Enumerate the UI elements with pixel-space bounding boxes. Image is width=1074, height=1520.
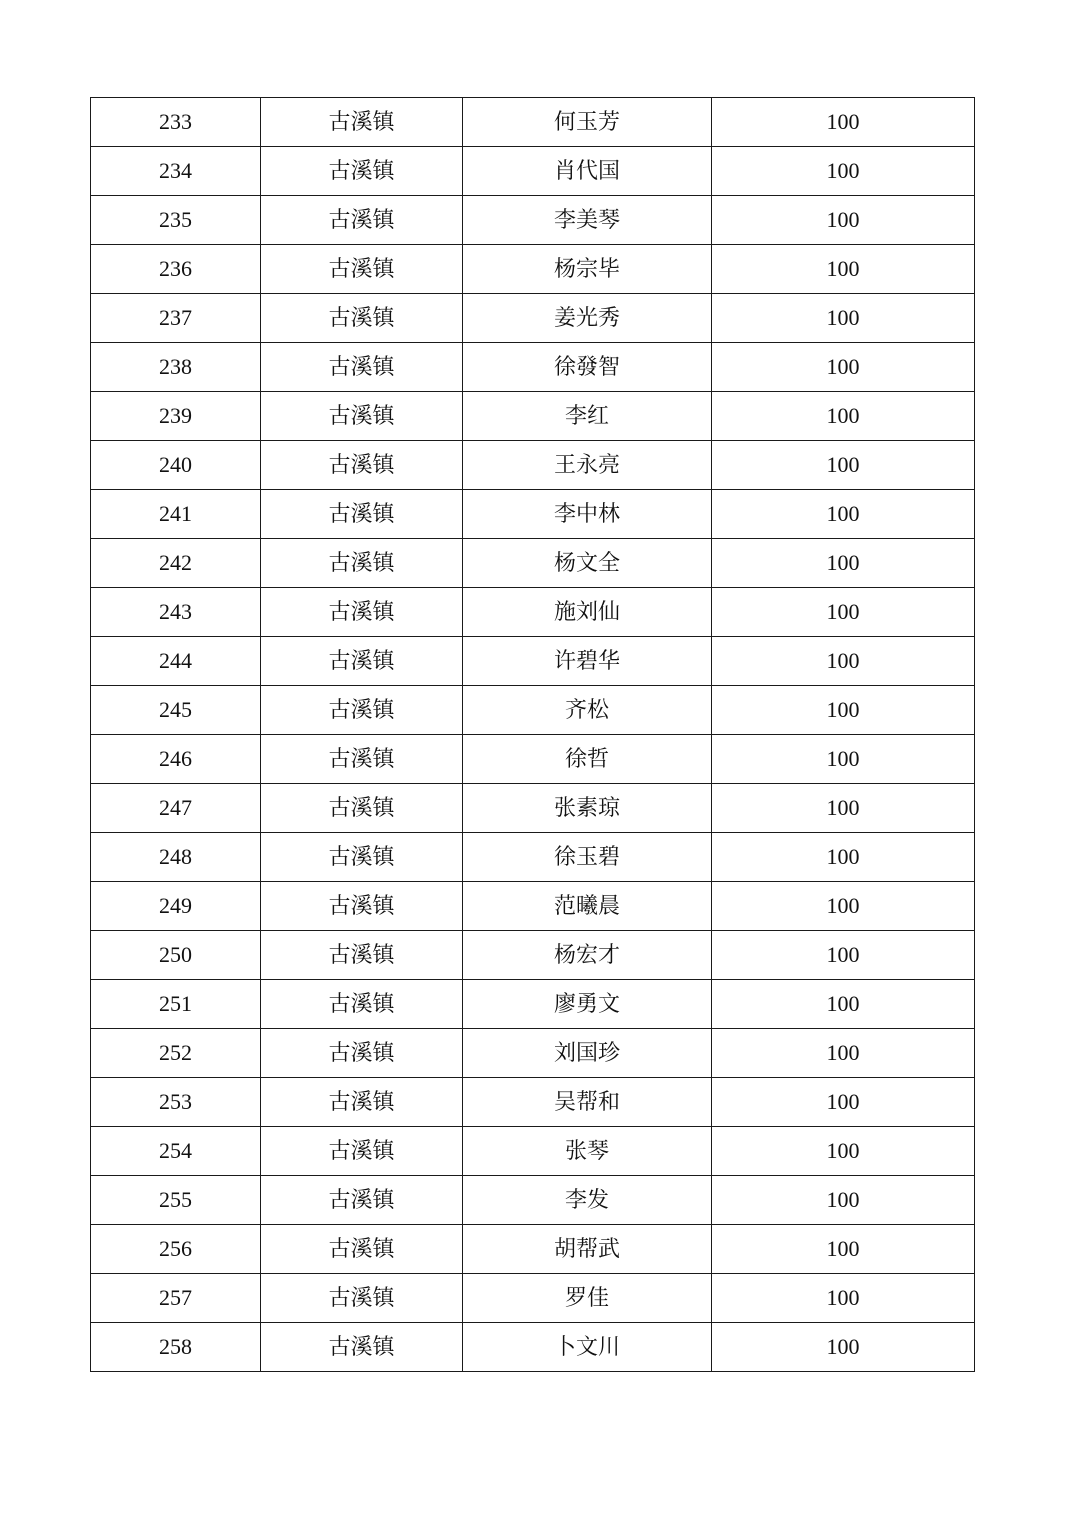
row-number-cell: 235 <box>91 196 261 245</box>
row-number-cell: 245 <box>91 686 261 735</box>
table-row <box>91 1274 975 1323</box>
amount-cell: 100 <box>712 931 975 980</box>
amount-cell: 100 <box>712 784 975 833</box>
table-row <box>91 1029 975 1078</box>
name-cell: 刘国珍 <box>463 1029 712 1078</box>
row-number-cell: 253 <box>91 1078 261 1127</box>
amount-cell: 100 <box>712 1274 975 1323</box>
row-number-cell: 234 <box>91 147 261 196</box>
name-cell: 张琴 <box>463 1127 712 1176</box>
town-cell: 古溪镇 <box>261 1274 463 1323</box>
table-row <box>91 539 975 588</box>
town-cell: 古溪镇 <box>261 392 463 441</box>
row-number-cell: 255 <box>91 1176 261 1225</box>
town-cell: 古溪镇 <box>261 637 463 686</box>
amount-cell: 100 <box>712 196 975 245</box>
name-cell: 徐哲 <box>463 735 712 784</box>
town-cell: 古溪镇 <box>261 441 463 490</box>
table-row <box>91 980 975 1029</box>
amount-cell: 100 <box>712 980 975 1029</box>
roster-table <box>90 97 975 1372</box>
row-number-cell: 254 <box>91 1127 261 1176</box>
row-number-cell: 236 <box>91 245 261 294</box>
table-row <box>91 1323 975 1372</box>
amount-cell: 100 <box>712 1323 975 1372</box>
row-number-cell: 239 <box>91 392 261 441</box>
table-row <box>91 1176 975 1225</box>
name-cell: 李中林 <box>463 490 712 539</box>
town-cell: 古溪镇 <box>261 588 463 637</box>
row-number-cell: 240 <box>91 441 261 490</box>
amount-cell: 100 <box>712 147 975 196</box>
name-cell: 徐玉碧 <box>463 833 712 882</box>
row-number-cell: 244 <box>91 637 261 686</box>
amount-cell: 100 <box>712 441 975 490</box>
town-cell: 古溪镇 <box>261 931 463 980</box>
row-number-cell: 248 <box>91 833 261 882</box>
table-row <box>91 931 975 980</box>
town-cell: 古溪镇 <box>261 1225 463 1274</box>
amount-cell: 100 <box>712 1029 975 1078</box>
table-row <box>91 147 975 196</box>
table-row <box>91 392 975 441</box>
town-cell: 古溪镇 <box>261 833 463 882</box>
amount-cell: 100 <box>712 686 975 735</box>
town-cell: 古溪镇 <box>261 735 463 784</box>
town-cell: 古溪镇 <box>261 882 463 931</box>
town-cell: 古溪镇 <box>261 147 463 196</box>
name-cell: 杨文全 <box>463 539 712 588</box>
name-cell: 肖代国 <box>463 147 712 196</box>
table-row <box>91 686 975 735</box>
amount-cell: 100 <box>712 343 975 392</box>
name-cell: 廖勇文 <box>463 980 712 1029</box>
name-cell: 齐松 <box>463 686 712 735</box>
town-cell: 古溪镇 <box>261 1176 463 1225</box>
table-row <box>91 245 975 294</box>
amount-cell: 100 <box>712 882 975 931</box>
row-number-cell: 250 <box>91 931 261 980</box>
row-number-cell: 241 <box>91 490 261 539</box>
name-cell: 张素琼 <box>463 784 712 833</box>
table-row <box>91 1078 975 1127</box>
roster-table-body <box>91 98 975 1372</box>
town-cell: 古溪镇 <box>261 1078 463 1127</box>
row-number-cell: 242 <box>91 539 261 588</box>
name-cell: 许碧华 <box>463 637 712 686</box>
name-cell: 杨宏才 <box>463 931 712 980</box>
name-cell: 李红 <box>463 392 712 441</box>
name-cell: 罗佳 <box>463 1274 712 1323</box>
row-number-cell: 243 <box>91 588 261 637</box>
name-cell: 卜文川 <box>463 1323 712 1372</box>
amount-cell: 100 <box>712 539 975 588</box>
table-row <box>91 735 975 784</box>
town-cell: 古溪镇 <box>261 1029 463 1078</box>
town-cell: 古溪镇 <box>261 980 463 1029</box>
table-row <box>91 196 975 245</box>
table-row <box>91 98 975 147</box>
amount-cell: 100 <box>712 490 975 539</box>
row-number-cell: 247 <box>91 784 261 833</box>
row-number-cell: 238 <box>91 343 261 392</box>
table-row <box>91 343 975 392</box>
row-number-cell: 246 <box>91 735 261 784</box>
row-number-cell: 256 <box>91 1225 261 1274</box>
amount-cell: 100 <box>712 245 975 294</box>
name-cell: 范曦晨 <box>463 882 712 931</box>
amount-cell: 100 <box>712 1078 975 1127</box>
town-cell: 古溪镇 <box>261 1323 463 1372</box>
table-row <box>91 1225 975 1274</box>
amount-cell: 100 <box>712 735 975 784</box>
table-row <box>91 1127 975 1176</box>
amount-cell: 100 <box>712 1225 975 1274</box>
row-number-cell: 237 <box>91 294 261 343</box>
amount-cell: 100 <box>712 1176 975 1225</box>
name-cell: 何玉芳 <box>463 98 712 147</box>
row-number-cell: 251 <box>91 980 261 1029</box>
table-row <box>91 784 975 833</box>
town-cell: 古溪镇 <box>261 686 463 735</box>
name-cell: 姜光秀 <box>463 294 712 343</box>
name-cell: 施刘仙 <box>463 588 712 637</box>
name-cell: 吴帮和 <box>463 1078 712 1127</box>
table-row <box>91 882 975 931</box>
row-number-cell: 249 <box>91 882 261 931</box>
town-cell: 古溪镇 <box>261 196 463 245</box>
name-cell: 李发 <box>463 1176 712 1225</box>
amount-cell: 100 <box>712 833 975 882</box>
table-row <box>91 441 975 490</box>
row-number-cell: 252 <box>91 1029 261 1078</box>
name-cell: 杨宗毕 <box>463 245 712 294</box>
amount-cell: 100 <box>712 392 975 441</box>
name-cell: 胡帮武 <box>463 1225 712 1274</box>
amount-cell: 100 <box>712 588 975 637</box>
table-row <box>91 833 975 882</box>
amount-cell: 100 <box>712 1127 975 1176</box>
name-cell: 李美琴 <box>463 196 712 245</box>
town-cell: 古溪镇 <box>261 784 463 833</box>
row-number-cell: 258 <box>91 1323 261 1372</box>
town-cell: 古溪镇 <box>261 1127 463 1176</box>
table-row <box>91 588 975 637</box>
row-number-cell: 233 <box>91 98 261 147</box>
name-cell: 徐發智 <box>463 343 712 392</box>
town-cell: 古溪镇 <box>261 539 463 588</box>
table-row <box>91 637 975 686</box>
town-cell: 古溪镇 <box>261 343 463 392</box>
town-cell: 古溪镇 <box>261 490 463 539</box>
name-cell: 王永亮 <box>463 441 712 490</box>
table-row <box>91 294 975 343</box>
row-number-cell: 257 <box>91 1274 261 1323</box>
amount-cell: 100 <box>712 98 975 147</box>
table-row <box>91 490 975 539</box>
town-cell: 古溪镇 <box>261 294 463 343</box>
amount-cell: 100 <box>712 294 975 343</box>
town-cell: 古溪镇 <box>261 98 463 147</box>
amount-cell: 100 <box>712 637 975 686</box>
town-cell: 古溪镇 <box>261 245 463 294</box>
